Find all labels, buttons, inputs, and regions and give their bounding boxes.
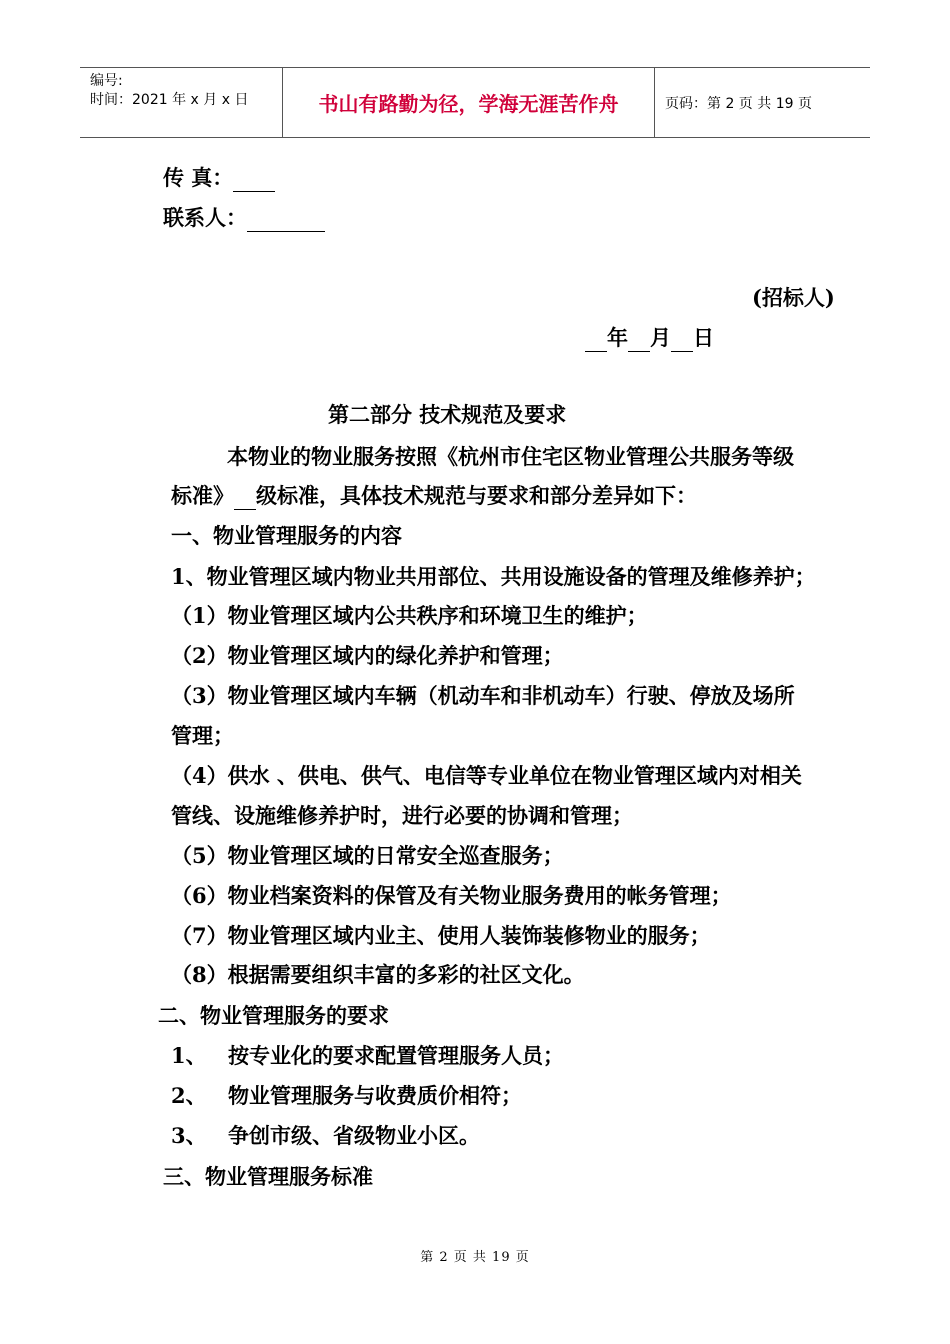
requirement-3-number: 3、 [171,1123,207,1148]
part1-title: 一、物业管理服务的内容 [171,523,402,548]
page-footer: 第 2 页 共 19 页 [420,1250,530,1265]
sub-item-3-line-2: 管理； [171,723,234,748]
part2-title: 二、物业管理服务的要求 [158,1003,389,1028]
contact-person-line [163,204,325,232]
sub-item-4-line-1: （4）供水 、供电、供气、电信等专业单位在物业管理区域内对相关 [171,763,802,788]
part3-title: 三、物业管理服务标准 [163,1164,373,1189]
requirement-3 [171,1122,480,1150]
requirement-2-number: 2、 [171,1083,207,1108]
date-line [585,324,714,352]
fax-label: 传 真： [163,165,234,190]
fax-line [163,164,275,192]
requirement-1-text: 按专业化的要求配置管理服务人员； [228,1043,564,1068]
sub-item-1: （1）物业管理区域内公共秩序和环境卫生的维护； [171,603,648,628]
page-header [80,67,870,138]
level-blank [234,487,256,510]
requirement-2 [171,1082,522,1110]
month-blank [628,329,650,352]
sub-item-4-line-2: 管线、设施维修养护时，进行必要的协调和管理； [171,803,633,828]
sub-item-5: （5）物业管理区域的日常安全巡查服务； [171,843,564,868]
month-label: 月 [650,325,671,350]
year-label: 年 [607,325,628,350]
number-label: 编号: [90,73,123,89]
requirement-3-text: 争创市级、省级物业小区。 [228,1123,480,1148]
intro-line-1: 本物业的物业服务按照《杭州市住宅区物业管理公共服务等级 [227,444,794,469]
sub-item-7: （7）物业管理区域内业主、使用人装饰装修物业的服务； [171,923,711,948]
contact-person-label: 联系人： [163,205,247,230]
sub-item-8: （8）根据需要组织丰富的多彩的社区文化。 [171,962,585,987]
sub-item-6: （6）物业档案资料的保管及有关物业服务费用的帐务管理； [171,883,732,908]
requirement-1 [171,1042,564,1070]
header-page-label: 页码：第 2 页 共 19 页 [665,95,812,112]
sub-item-3-line-1: （3）物业管理区域内车辆（机动车和非机动车）行驶、停放及场所 [171,683,795,708]
year-blank [585,329,607,352]
item-1: 1、物业管理区域内物业共用部位、共用设施设备的管理及维修养护； [171,564,816,589]
day-label: 日 [693,325,714,350]
header-motto: 书山有路勤为径，学海无涯苦作舟 [282,68,655,137]
section-title: 第二部分 技术规范及要求 [328,402,567,427]
intro-line-2 [171,482,697,510]
contact-person-blank [247,209,325,232]
tenderer-label: (招标人) [752,285,835,310]
day-blank [671,329,693,352]
intro-standard-name: 标准》 [171,483,234,508]
requirement-2-text: 物业管理服务与收费质价相符； [228,1083,522,1108]
sub-item-2: （2）物业管理区域内的绿化养护和管理； [171,643,564,668]
requirement-1-number: 1、 [171,1043,207,1068]
intro-standard-level: 级标准，具体技术规范与要求和部分差异如下： [256,483,697,508]
header-info [80,68,282,137]
time-label: 时间：2021 年 x 月 x 日 [90,92,249,108]
fax-blank [233,169,275,192]
